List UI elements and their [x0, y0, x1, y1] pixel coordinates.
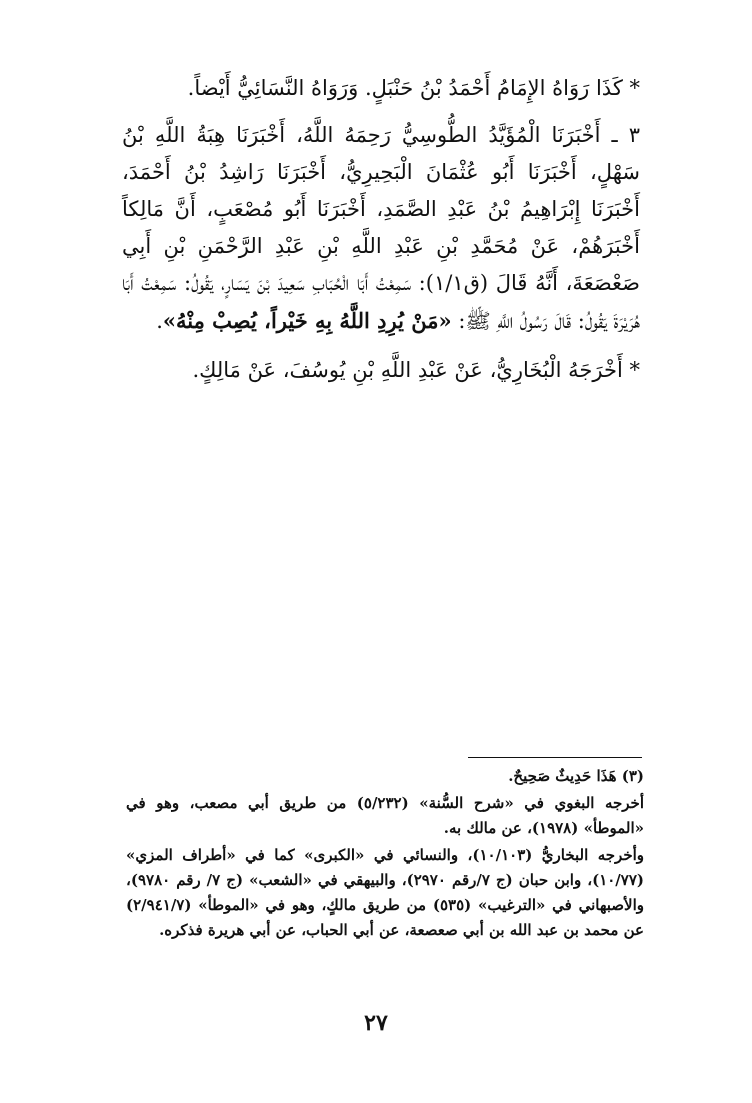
hadith-isnad: ٣ ـ أَخْبَرَنَا الْمُؤَيَّدُ الطُّوسِيُّ رَحِمَهُ اللَّهُ، أَخْبَرَنَا هِبَةُ اللَّهِ بْنُ سَهْلٍ، أَخْبَرَنَا أَبُو عُثْمَانَ الْبَحِيرِيُّ، أَخْبَرَنَا رَاشِدُ بْنُ أَحْمَدَ، أَخْبَرَنَا إِبْرَاهِيمُ بْنُ عَبْدِ الصَّمَدِ، أَخْبَرَنَا أَبُو مُصْعَبٍ، أَنَّ مَالِكاً أَخْبَرَهُمْ، عَنْ مُحَمَّدِ بْنِ عَبْدِ اللَّهِ بْنِ عَبْدِ الرَّحْمَنِ بْنِ أَبِي صَعْصَعَةَ، أَنَّهُ قَالَ (ق١/١): سَمِعْتُ أَبَا الْحُبَابِ سَعِيدَ بْنَ يَسَارٍ، يَقُولُ: سَمِعْتُ أَبَا هُرَيْرَةَ يَقُولُ: قَالَ رَسُولُ اللَّهِ ﷺ:	[122, 123, 640, 333]
page-number: ٢٧	[364, 1010, 388, 1036]
footnote-bukhari: وأخرجه البخاريُّ (١٠/١٠٣)، والنسائي في «الكبرى» كما في «أطراف المزي» (١٠/٧٧)، وابن حبان (ج ٧/رقم ٢٩٧٠)، والبيهقي في «الشعب» (ج ٧/ رقم ٩٧٨٠)، والأصبهاني في «الترغيب» (٥٣٥) من طريق مالكٍ، وهو في «الموطأ» (٢/٩٤١/٧) عن محمد بن عبد الله بن أبي صعصعة، عن أبي الحباب، عن أبي هريرة فذكره.	[126, 846, 645, 939]
footnote-baghawi: أخرجه البغوي في «شرح السُّنة» (٥/٢٣٢) من طريق أبي مصعب، وهو في «الموطأ» (١٩٧٨)، عن مالك به.	[126, 794, 644, 837]
footnote-grading: (٣) هَذَا حَدِيثٌ صَحِيحٌ.	[508, 767, 644, 785]
hadith-matn: «مَنْ يُرِدِ اللَّهُ بِهِ خَيْراً، يُصِبْ مِنْهُ»	[162, 308, 452, 333]
main-text	[122, 70, 640, 389]
footnote-divider	[468, 757, 642, 758]
hadith-end-punct: .	[156, 309, 163, 333]
footnotes	[126, 764, 644, 943]
paragraph-takhrij-note: * أَخْرَجَهُ الْبُخَارِيُّ، عَنْ عَبْدِ اللَّهِ بْنِ يُوسُفَ، عَنْ مَالِكٍ.	[192, 358, 640, 382]
paragraph-hadith-3	[122, 117, 640, 340]
paragraph-narration-note: * كَذَا رَوَاهُ الإِمَامُ أَحْمَدُ بْنُ حَنْبَلٍ. وَرَوَاهُ النَّسَائِيُّ أَيْضاً.	[187, 76, 640, 100]
